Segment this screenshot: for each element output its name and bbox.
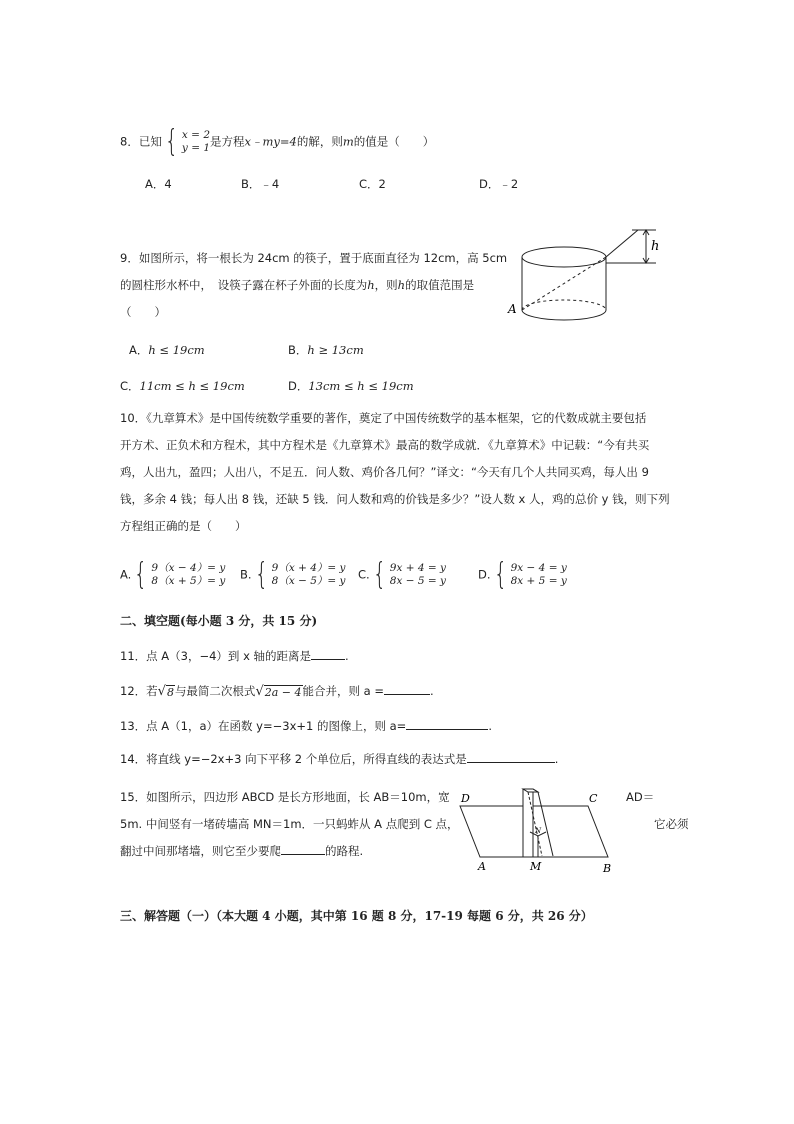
q10-d-row-1: 9x − 4 = y (510, 562, 567, 574)
fig15-label-c: C (589, 792, 598, 805)
q10-b-row-2: 8（x − 5）= y (271, 575, 346, 587)
q13-text: 13．点 A（1，a）在函数 y=−3x+1 的图像上，则 a= (120, 719, 407, 733)
q10-option-a[interactable] (120, 557, 226, 592)
q8-end: 的值是（ ） (353, 134, 435, 149)
cylinder-top (522, 247, 606, 267)
chopstick-outside (606, 230, 638, 257)
q10-option-d[interactable] (478, 557, 567, 592)
q11-text: 11．点 A（3，−4）到 x 轴的距离是 (120, 649, 312, 663)
q8-system: { x = 2 y = 1 (164, 124, 211, 159)
q9-option-b-expr: h ≥ 13cm (307, 343, 364, 357)
q9-option-c-label: C． (120, 379, 140, 393)
q12-answer-blank[interactable] (384, 683, 430, 695)
q9-h-2: h (397, 278, 406, 292)
q10-a-row-2: 8（x + 5）= y (151, 575, 226, 587)
q9-option-c[interactable] (120, 378, 245, 394)
q10-option-d-label: D. (478, 567, 491, 582)
q10-option-b-system: { 9（x + 4）= y 8（x − 5）= y (254, 557, 346, 592)
q9-line-3: （ ） (120, 305, 166, 319)
fig9-label-h: h (651, 239, 660, 254)
q10-option-a-label: A. (120, 567, 132, 582)
q12-end: . (430, 684, 434, 698)
q10-line-2: 开方术、正负术和方程术，其中方程术是《九章算术》最高的数学成就．《九章算术》中记载：“今有共买 (120, 438, 650, 452)
fig15-label-b: B (603, 862, 612, 875)
q11-answer-blank[interactable] (311, 648, 345, 660)
q8-option-a[interactable]: A．4 (145, 177, 172, 191)
q9-option-d-label: D． (288, 379, 309, 393)
q8-equation: x﹣my=4 (244, 134, 297, 149)
q10-line-3: 鸡，人出九，盈四；人出八，不足五．问人数、鸡价各几何？”译文：“今天有几个人共同买鸡，每人出 9 (120, 465, 649, 479)
q10-stem (120, 405, 670, 540)
q8-sys-row-2: y = 1 (181, 142, 211, 154)
q15-answer-blank[interactable] (281, 843, 325, 855)
q10-line-5: 方程组正确的是（ ） (120, 519, 247, 533)
q9-option-d-expr: 13cm ≤ h ≤ 19cm (308, 379, 414, 393)
q8-option-c[interactable]: C．2 (359, 177, 386, 191)
q9-option-a-expr: h ≤ 19cm (148, 343, 205, 357)
q15-line-1-right: AD＝ (626, 790, 655, 804)
q12 (120, 683, 434, 699)
q14-answer-blank[interactable] (467, 751, 555, 763)
q10-a-row-1: 9（x − 4）= y (151, 562, 226, 574)
q10-option-d-system: { 9x − 4 = y 8x + 5 = y (493, 557, 567, 592)
q9-line-2b: ，则 (374, 278, 398, 292)
cylinder-figure (500, 225, 670, 325)
q9-line-2c: 的取值范围是 (405, 278, 475, 292)
q9-line-1: 9．如图所示，将一根长为 24cm 的筷子，置于底面直径为 12cm，高 5cm (120, 251, 508, 265)
ground-parallelogram (460, 806, 608, 857)
q10-option-b[interactable] (240, 557, 346, 592)
fig15-label-n: N (535, 827, 542, 835)
q12-sqrt-1: √ 8 (157, 684, 174, 699)
q8-suffix: 是方程 (210, 134, 245, 149)
q14-text: 14．将直线 y=−2x+3 向下平移 2 个单位后，所得直线的表达式是 (120, 752, 467, 766)
q9-option-a-label: A． (129, 343, 149, 357)
section-2-heading: 二、填空题(每小题 3 分，共 15 分) (120, 614, 318, 628)
q9-option-d[interactable] (288, 378, 414, 394)
q8-prefix: 8．已知 (120, 134, 162, 149)
q9-option-a[interactable] (129, 342, 205, 358)
q9-line-2 (120, 277, 474, 293)
q10-option-c[interactable] (358, 557, 446, 592)
q11 (120, 648, 349, 664)
q8-option-d[interactable]: D．﹣2 (479, 177, 519, 191)
q8-tail: 的解，则 (296, 134, 343, 149)
q9-line-2a: 的圆柱形水杯中， 设筷子露在杯子外面的长度为 (120, 278, 368, 292)
q10-line-1: 10．《九章算术》是中国传统数学重要的著作，奠定了中国传统数学的基本框架，它的代数成就主要包括 (120, 411, 647, 425)
q13-answer-blank[interactable] (406, 718, 488, 730)
q10-option-c-label: C. (358, 567, 370, 582)
q9-option-b[interactable] (288, 342, 364, 358)
q15-line-2-right: 它必须 (654, 817, 689, 831)
q12-mid: 与最简二次根式 (174, 684, 256, 698)
q12-pre: 12．若 (120, 684, 158, 698)
section-3-heading: 三、解答题（一）（本大题 4 小题，其中第 16 题 8 分，17-19 每题 6 分，共 26 分） (120, 909, 593, 923)
q15-line-3 (120, 843, 363, 859)
fig15-label-a: A (478, 860, 486, 873)
q13 (120, 718, 492, 734)
cylinder-bottom-back (522, 300, 606, 310)
q14 (120, 751, 558, 767)
q8-stem (120, 124, 435, 159)
q10-option-a-system: { 9（x − 4）= y 8（x + 5）= y (134, 557, 226, 592)
q12-radicand-2: 2a − 4 (264, 686, 302, 699)
q8-option-b[interactable]: B．﹣4 (241, 177, 280, 191)
q15-line-1: 15．如图所示，四边形 ABCD 是长方形地面，长 AB＝10m，宽 (120, 790, 450, 804)
cylinder-bottom-front (522, 310, 606, 320)
wall-front (523, 789, 533, 857)
fig15-label-d: D (461, 792, 470, 805)
q10-b-row-1: 9（x + 4）= y (271, 562, 346, 574)
chopstick-inside (522, 257, 606, 310)
q10-option-b-label: B. (240, 567, 252, 582)
q10-d-row-2: 8x + 5 = y (510, 575, 567, 587)
q9-h: h (367, 278, 375, 292)
fig15-label-m: M (530, 860, 542, 873)
q15-line-3b: 的路程. (325, 844, 364, 858)
q9-option-b-label: B． (288, 343, 308, 357)
fig9-label-a: A (508, 302, 517, 316)
q9-option-c-expr: 11cm ≤ h ≤ 19cm (139, 379, 245, 393)
q12-sqrt-2: √ 2a − 4 (255, 684, 302, 699)
q10-line-4: 钱，多余 4 钱；每人出 8 钱，还缺 5 钱．问人数和鸡的价钱是多少？”设人数 x 人，鸡的总价 y 钱，则下列 (120, 492, 670, 506)
q15-line-3a: 翻过中间那堵墙，则它至少要爬 (120, 844, 281, 858)
q11-end: . (345, 649, 349, 663)
rectangle-wall-figure (458, 784, 618, 876)
q14-end: . (554, 752, 559, 766)
q13-end: . (488, 719, 492, 733)
q12-radicand-1: 8 (166, 686, 174, 699)
q10-c-row-1: 9x + 4 = y (389, 562, 446, 574)
q12-post: 能合并，则 a = (302, 684, 384, 698)
q8-sys-row-1: x = 2 (181, 129, 210, 141)
q8-m: m (342, 134, 354, 149)
q15-line-2: 5m. 中间竖有一堵砖墙高 MN＝1m．一只蚂蚱从 A 点爬到 C 点， (120, 817, 459, 831)
q10-option-c-system: { 9x + 4 = y 8x − 5 = y (372, 557, 446, 592)
q10-c-row-2: 8x − 5 = y (389, 575, 446, 587)
